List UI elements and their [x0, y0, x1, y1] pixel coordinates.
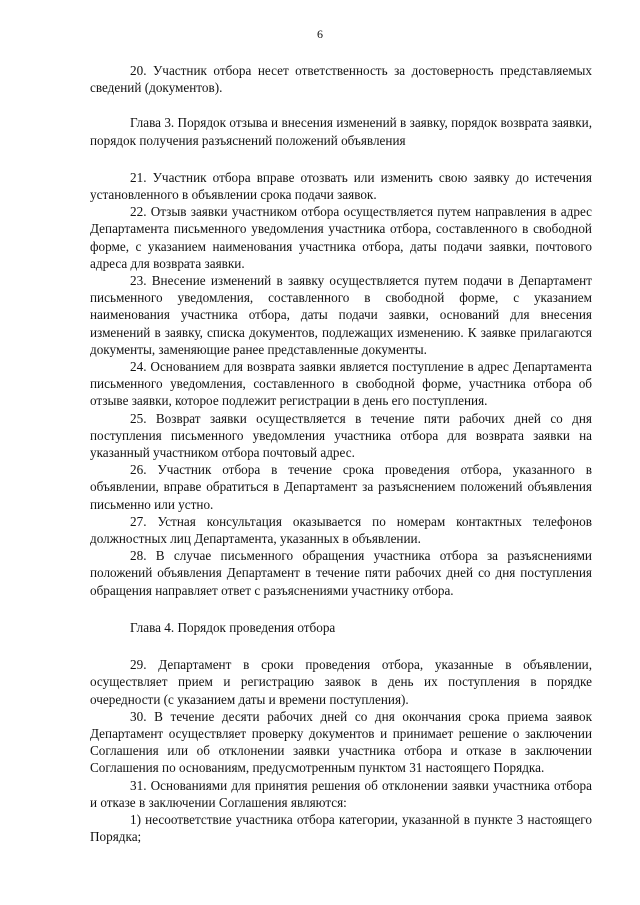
paragraph-22: 22. Отзыв заявки участником отбора осуществляется путем направления в адрес Департамента письменного уведомления участника отбора, составленного в свободной форме, с указанием наименования участника отбора, даты подачи заявки, почтового адреса для возврата заявки. — [90, 204, 592, 271]
document-body — [90, 62, 592, 845]
chapter-3-heading: Глава 3. Порядок отзыва и внесения изменений в заявку, порядок возврата заявки, порядок получения разъяснений положений объявления — [90, 115, 592, 148]
page-number: 6 — [317, 27, 323, 41]
paragraph-20: 20. Участник отбора несет ответственность за достоверность представляемых сведений (документов). — [90, 63, 592, 96]
paragraph-23: 23. Внесение изменений в заявку осуществляется путем подачи в Департамент письменного уведомления, составленного в свободной форме, с указанием наименования участника отбора, даты подачи заявки, оснований для внесения изменений в заявку, списка документов, подлежащих изменению. К заявке прилагаются документы, заменяющие ранее представленные документы. — [90, 273, 592, 357]
chapter-4-heading: Глава 4. Порядок проведения отбора — [130, 619, 336, 635]
paragraph-27: 27. Устная консультация оказывается по номерам контактных телефонов должностных лиц Департамента, указанных в объявлении. — [90, 513, 592, 547]
paragraph-24: 24. Основанием для возврата заявки является поступление в адрес Департамента письменного уведомления, составленного в свободной форме, участника отбора об отзыве заявки, которое подлежит регистрации в день его поступления. — [90, 359, 592, 409]
paragraph-31-item-1: 1) несоответствие участника отбора категории, указанной в пункте 3 настоящего Порядка; — [90, 811, 592, 845]
paragraph-30: 30. В течение десяти рабочих дней со дня окончания срока приема заявок Департамент осуществляет проверку документов и принимает решение о заключении Соглашения или об отклонении заявки участника отбора и отказе в заключении Соглашения по основаниям, предусмотренным пунктом 31 настоящего Порядка. — [90, 708, 592, 776]
paragraph-28: 28. В случае письменного обращения участника отбора за разъяснениями положений объявления Департамент в течение пяти рабочих дней со дня поступления обращения направляет ответ с разъяснениями участнику отбора. — [90, 548, 592, 598]
paragraph-25: 25. Возврат заявки осуществляется в течение пяти рабочих дней со дня поступления письменного уведомления участника отбора для возврата заявки на указанный участником отбора почтовый адрес. — [90, 410, 592, 461]
paragraph-29: 29. Департамент в сроки проведения отбора, указанные в объявлении, осуществляет прием и регистрацию заявок в день их поступления в порядке очередности (с указанием даты и времени поступления). — [90, 657, 592, 707]
paragraph-26: 26. Участник отбора в течение срока проведения отбора, указанного в объявлении, вправе обратиться в Департамент за разъяснением положений объявления письменно или устно. — [90, 462, 592, 512]
paragraph-31: 31. Основаниями для принятия решения об отклонении заявки участника отбора и отказе в заключении Соглашения являются: — [90, 777, 592, 810]
paragraph-21: 21. Участник отбора вправе отозвать или изменить свою заявку до истечения установленного в объявлении срока подачи заявок. — [90, 169, 592, 203]
